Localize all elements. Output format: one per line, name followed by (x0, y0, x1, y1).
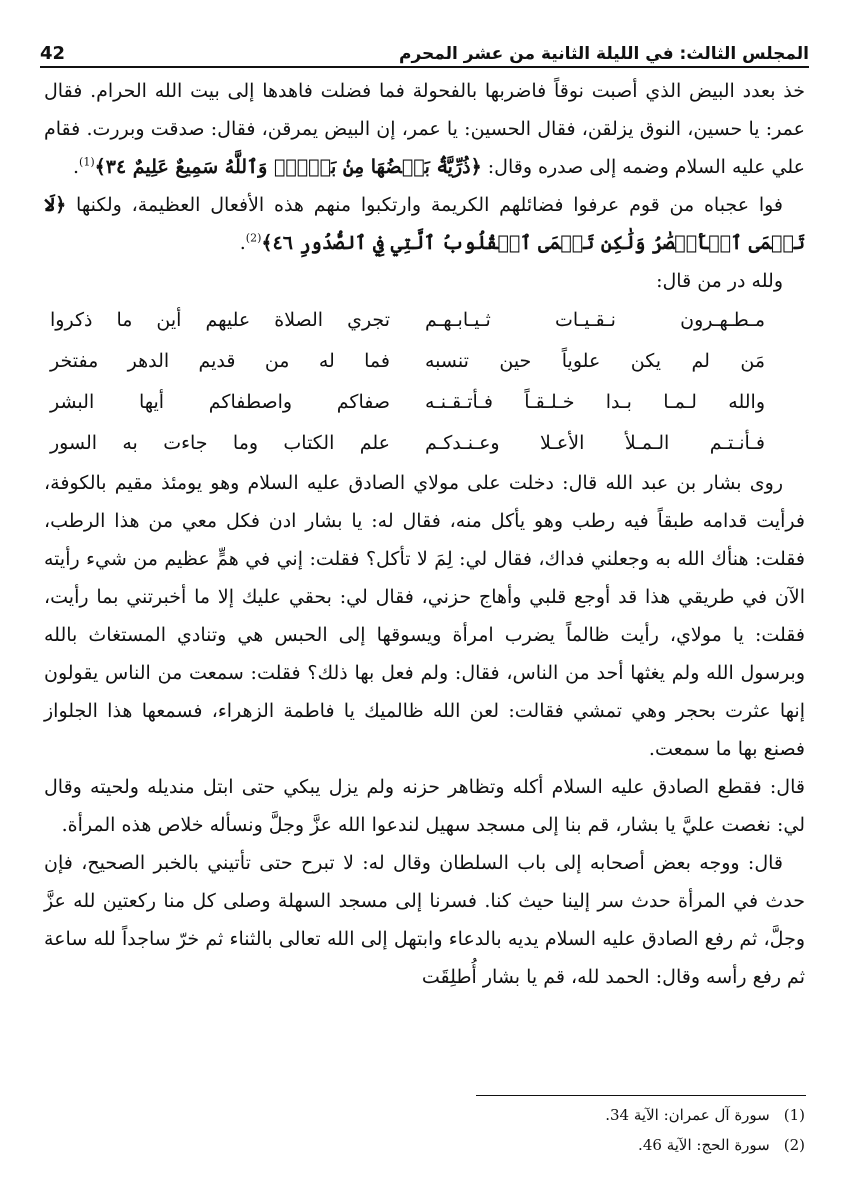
poem-verse (44, 300, 805, 341)
hemistich-first: مـطـهـرون نـقـيـات ثـيـابـهـم (425, 309, 765, 331)
paragraph-3: روى بشار بن عبد الله قال: دخلت على مولاي الصادق عليه السلام وهو يومئذ مقيم بالكوفة، فرأيت قدامه طبقاً فيه رطب وهو يأكل منه، فقال له: يا بشار ادن فكل معي من هذا الرطب، فقلت: هنأك الله به وجعلني فداك، فقال لي: لِمَ لا تأكل؟ فقلت: إني في همٍّ عظيم من شيء رأيته الآن في طريقي هذا قد أوجع قلبي وأهاج حزني، فقال لي: بحقي عليك إلا ما أخبرتني بما رأيت، فقلت: يا مولاي، رأيت ظالماً يضرب امرأة ويسوقها إلى الحبس هي وتنادي المستغاث بالله وبرسول الله ولم يغثها أحد من الناس، فقال: ولم فعل بها ذلك؟ فقلت: سمعت من الناس يقولون إنها عثرت بحجر وهي تمشي فقالت: لعن الله ظالميك يا فاطمة الزهراء، فسمعها هذا الجلواز فصنع بها ما سمعت. (44, 472, 805, 760)
hemistich-second: فما له من قديم الدهر مفتخر (50, 350, 390, 372)
poem-verse (44, 423, 805, 464)
poem-verse (44, 382, 805, 423)
paragraph-end: . (239, 232, 246, 254)
quran-verse: ﴿لَا تَعۡمَى ٱلۡأَبۡصَٰرُ وَلَٰكِن تَعۡمَى ٱلۡقُلُوبُ ٱلَّتِي فِي ٱلصُّدُورِ ٤٦﴾ (44, 194, 805, 254)
footnote-number: (2) (783, 1136, 805, 1154)
footnote-text: سورة الحج: الآية 46. (638, 1136, 770, 1154)
page-number: 42 (40, 43, 66, 64)
paragraph-text: فوا عجباه من قوم عرفوا فضائلهم الكريمة وارتكبوا منهم هذه الأفعال العظيمة، ولكنها (66, 194, 783, 216)
footnote-ref: (2) (245, 231, 262, 245)
page-header (40, 28, 809, 64)
paragraph-4: قال: فقطع الصادق عليه السلام أكله وتظاهر حزنه ولم يزل يبكي حتى ابتل منديله ولحيته وقال لي: نغصت عليَّ يا بشار، قم بنا إلى مسجد سهيل لندعوا الله عزَّ وجلَّ ونسأله خلاص هذه المرأة. (44, 776, 805, 836)
main-text (44, 72, 805, 996)
poem-verse (44, 341, 805, 382)
footnote-divider (476, 1095, 806, 1096)
running-title: المجلس الثالث: في الليلة الثانية من عشر المحرم (398, 44, 809, 64)
paragraph-5: قال: ووجه بعض أصحابه إلى باب السلطان وقال له: لا تبرح حتى تأتيني بالخبر الصحيح، فإن حدث في المرأة حدث سر إلينا حيث كنا. فسرنا إلى مسجد السهلة وصلى كل منا ركعتين لله عزَّ وجلَّ، ثم رفع الصادق عليه السلام يديه بالدعاء وابتهل إلى الله تعالى بالثناء ثم خرّ ساجداً لله ساعة ثم رفع رأسه وقال: الحمد لله، قم يا بشار أُطلِقَت (44, 852, 805, 988)
paragraph-text: خذ بعدد البيض الذي أصبت نوقاً فاضربها بالفحولة فما فضلت فاهدها إلى بيت الله الحرام. فقال عمر: يا حسين، النوق يزلقن، فقال الحسين: يا عمر، إن البيض يمرقن، فقال: صدقت وبررت. فقام علي عليه السلام وضمه إلى صدره وقال: (44, 80, 806, 178)
hemistich-second: علم الكتاب وما جاءت به السور (50, 432, 390, 454)
paragraph-1 (44, 72, 805, 186)
quran-verse: ﴿ذُرِّيَّةَۢ بَعۡضُهَا مِنۢ بَعۡضٖۗ وَٱللَّهُ سَمِيعٌ عَلِيمٌ ٣٤﴾ (94, 156, 482, 178)
hemistich-second: صفاكم واصطفاكم أيها البشر (50, 391, 390, 413)
footnote-ref: (1) (79, 155, 95, 169)
hemistich-first: مَن لم يكن علوياً حين تنسبه (425, 350, 765, 372)
footnote (605, 1100, 805, 1130)
footnotes (605, 1100, 805, 1160)
footnote (605, 1130, 805, 1160)
hemistich-first: والله لـمـا بـدا خـلـقـاً فـأتـقـنـه (425, 391, 765, 413)
footnote-text: سورة آل عمران: الآية 34. (605, 1106, 770, 1124)
paragraph-end: . (72, 156, 80, 178)
hemistich-first: فـأنـتـم الـمـلأ الأعـلا وعـنـدكـم (425, 432, 765, 454)
header-divider (40, 66, 809, 68)
footnote-number: (1) (783, 1106, 805, 1124)
poem-intro: ولله در من قال: (656, 270, 783, 292)
paragraph-2 (44, 186, 805, 262)
hemistich-second: تجري الصلاة عليهم أين ما ذكروا (50, 309, 390, 331)
